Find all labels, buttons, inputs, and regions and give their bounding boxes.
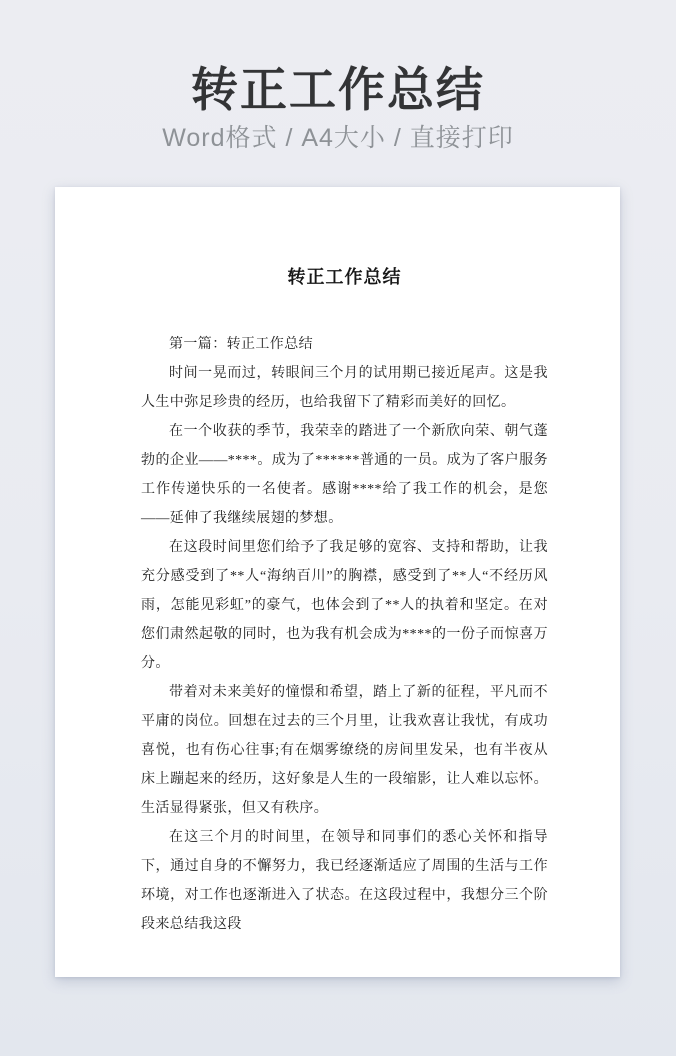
document-preview-page (55, 187, 620, 977)
document-paragraph: 在这段时间里您们给予了我足够的宽容、支持和帮助，让我充分感受到了**人“海纳百川”的胸襟，感受到了**人“不经历风雨，怎能见彩虹”的豪气，也体会到了**人的执着和坚定。在对您们肃然起敬的同时，也为我有机会成为****的一份子而惊喜万分。 (141, 540, 548, 671)
document-paragraph: 带着对未来美好的憧憬和希望，踏上了新的征程，平凡而不平庸的岗位。回想在过去的三个月里，让我欢喜让我忧，有成功喜悦，也有伤心往事;有在烟雾缭绕的房间里发呆，也有半夜从床上蹦起来的经历，这好象是人生的一段缩影，让人难以忘怀。生活显得紧张，但又有秩序。 (141, 685, 548, 816)
document-paragraph: 在这三个月的时间里，在领导和同事们的悉心关怀和指导下，通过自身的不懈努力，我已经逐渐适应了周围的生活与工作环境，对工作也逐渐进入了状态。在这段过程中，我想分三个阶段来总结我这段 (141, 830, 548, 932)
document-paragraph: 在一个收获的季节，我荣幸的踏进了一个新欣向荣、朝气蓬勃的企业——****。成为了******普通的一员。成为了客户服务工作传递快乐的一名使者。感谢****给了我工作的机会，是您——延伸了我继续展翅的梦想。 (141, 424, 548, 526)
page-title: 转正工作总结 (191, 63, 485, 116)
header (0, 0, 676, 153)
document-paragraph-heading: 第一篇：转正工作总结 (169, 337, 313, 352)
page-subtitle: Word格式 / A4大小 / 直接打印 (162, 124, 514, 152)
document-title: 转正工作总结 (287, 267, 402, 287)
document-paragraph: 时间一晃而过，转眼间三个月的试用期已接近尾声。这是我人生中弥足珍贵的经历，也给我留下了精彩而美好的回忆。 (141, 366, 548, 410)
